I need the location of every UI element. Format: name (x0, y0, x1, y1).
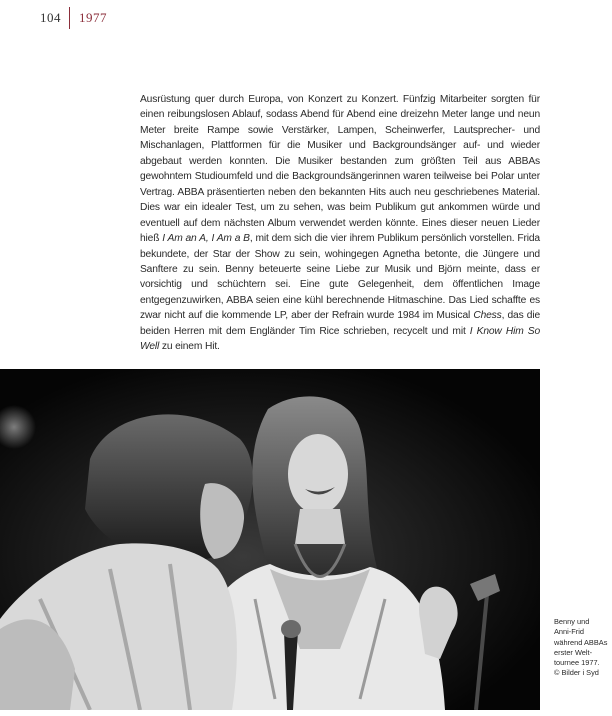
song-title: I Know Him So Well (140, 325, 540, 353)
text-run: , das die beiden Herren mit dem Engländer Tim Rice schrieben, recycelt und mit (140, 310, 540, 337)
caption-line: erster Welt- (554, 647, 593, 657)
body-paragraph (140, 92, 540, 355)
header-divider (69, 7, 70, 29)
photo-caption (554, 617, 610, 679)
concert-photo (0, 369, 540, 710)
caption-line: während ABBAs (554, 637, 608, 647)
running-header (40, 9, 107, 27)
musical-title: Chess (473, 310, 502, 322)
text-run: , mit dem sich die vier ihrem Publikum persönlich vorstellen. Frida bekundete, der Star der Show zu sein, wohingegen Agnetha betonte, die Jüngere und Sanftere zu sein. Benny beteuerte seine Liebe zur Musik und Björn meinte, dass er vorsichtig und schüchtern sei. Eine gute Gelegenheit, dem öffentlichen Image entgegenzuwirken, ABBA seien eine kühl berechnende Hitmaschine. Das Lied schaffte es zwar nicht auf die kommende LP, aber der Refrain wurde 1984 im Musical (140, 233, 540, 322)
caption-line: Benny und (554, 617, 590, 626)
song-title: I Am an A, I Am a B (162, 233, 250, 245)
chapter-year: 1977 (79, 10, 107, 25)
page-number: 104 (40, 10, 61, 25)
caption-credit: © Bilder i Syd (554, 668, 599, 678)
caption-line: tournee 1977. (554, 658, 600, 668)
text-run: Ausrüstung quer durch Europa, von Konzert zu Konzert. Fünfzig Mitarbeiter sorgten für einen reibungslosen Ablauf, sodass Abend für Abend eine dreizehn Meter lange und neun Meter breite Rampe sowie Verstärker, Lampen, Scheinwerfer, Lautsprecher- und Mischanlagen, Plattformen für die Musiker und Backgroundsänger auf- und wieder abgebaut werden konnten. Die Musiker bestanden zum größten Teil aus ABBAs gewohntem Studioumfeld und die Backgroundsängerinnen waren teilweise bei Polar unter Vertrag. ABBA präsentierten neben den bekannten Hits auch neu geschriebenes Material. Dies war ein idealer Test, um zu sehen, was beim Publikum gut ankommen würde und eventuell auf dem nächsten Album verwendet werden könnte. Eines dieser neuen Lieder hieß (140, 94, 540, 245)
text-run: zu einem Hit. (159, 341, 220, 353)
caption-line: Anni-Frid (554, 627, 584, 637)
